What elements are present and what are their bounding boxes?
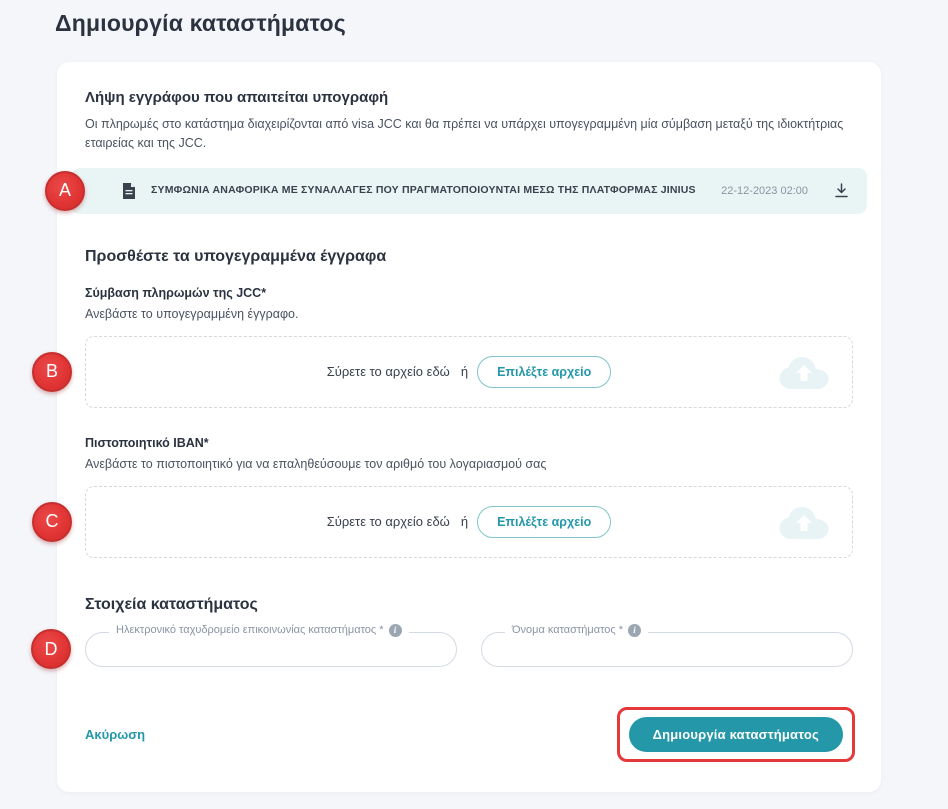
info-icon: i: [389, 624, 402, 637]
jcc-contract-dropzone[interactable]: [45, 336, 853, 408]
or-text: ή: [460, 514, 469, 530]
cloud-upload-icon: [778, 503, 830, 541]
store-details-heading: Στοιχεία καταστήματος: [85, 595, 258, 613]
store-email-input[interactable]: [85, 632, 457, 667]
signature-section-description: Οι πληρωμές στο κατάστημα διαχειρίζονται από visa JCC και θα πρέπει να υπάρχει υπογεγραμμένη μία σύμβαση μεταξύ της ιδιοκτήτριας εταιρείας και της JCC.: [85, 117, 844, 151]
store-email-field-wrapper: [44, 624, 457, 667]
store-email-label-text: Ηλεκτρονικό ταχυδρομείο επικοινωνίας καταστήματος *: [116, 624, 384, 637]
uploads-section-heading: Προσθέστε τα υπογεγραμμένα έγγραφα: [85, 247, 387, 265]
signature-section-heading: Λήψη εγγράφου που απαιτείται υπογραφή: [85, 89, 389, 106]
form-actions: [85, 707, 853, 762]
jcc-contract-label: Σύμβαση πληρωμών της JCC*: [85, 285, 267, 300]
store-name-field-wrapper: [481, 624, 853, 667]
annotation-badge-a: A: [45, 171, 85, 211]
iban-certificate-dropzone[interactable]: [45, 486, 853, 558]
or-text: ή: [460, 364, 469, 380]
annotation-badge-b: B: [32, 352, 72, 392]
cancel-link[interactable]: Ακύρωση: [85, 726, 146, 742]
store-name-label-text: Όνομα καταστήματος *: [512, 624, 624, 637]
choose-file-button[interactable]: Επιλέξτε αρχείο: [477, 506, 611, 538]
iban-certificate-description: Ανεβάστε το πιστοποιητικό για να επαληθεύσουμε τον αριθμό του λογαριασμού σας: [85, 456, 547, 471]
iban-certificate-label: Πιστοποιητικό IBAN*: [85, 435, 209, 450]
annotation-highlight-submit: [617, 707, 855, 762]
store-email-label: [109, 624, 409, 637]
page-title: Δημιουργία καταστήματος: [55, 10, 346, 36]
jcc-contract-description: Ανεβάστε το υπογεγραμμένη έγγραφο.: [85, 306, 299, 321]
cloud-upload-icon: [778, 353, 830, 391]
agreement-document-row[interactable]: [58, 168, 867, 214]
dropzone-inner: [327, 356, 612, 388]
drop-here-text: Σύρετε το αρχείο εδώ: [326, 364, 450, 380]
document-name: ΣΥΜΦΩΝΙΑ ΑΝΑΦΟΡΙΚΑ ΜΕ ΣΥΝΑΛΛΑΓΕΣ ΠΟΥ ΠΡΑΓΜΑΤΟΠΟΙΟΥΝΤΑΙ ΜΕΣΩ ΤΗΣ ΠΛΑΤΦΟΡΜΑΣ JINIUS: [151, 183, 696, 196]
drop-here-text: Σύρετε το αρχείο εδώ: [326, 514, 450, 530]
info-icon: i: [628, 624, 641, 637]
document-date: 22-12-2023 02:00: [721, 184, 808, 197]
create-store-submit-button[interactable]: Δημιουργία καταστήματος: [629, 717, 843, 752]
store-name-input[interactable]: [481, 632, 853, 667]
create-store-card: [44, 62, 881, 792]
file-document-icon: [121, 182, 137, 200]
store-details-fields: [44, 624, 853, 667]
download-icon[interactable]: [834, 183, 849, 199]
annotation-badge-c: C: [32, 502, 72, 542]
dropzone-inner: [327, 506, 612, 538]
choose-file-button[interactable]: Επιλέξτε αρχείο: [477, 356, 611, 388]
annotation-badge-d: D: [31, 629, 71, 669]
store-name-label: [505, 624, 648, 637]
